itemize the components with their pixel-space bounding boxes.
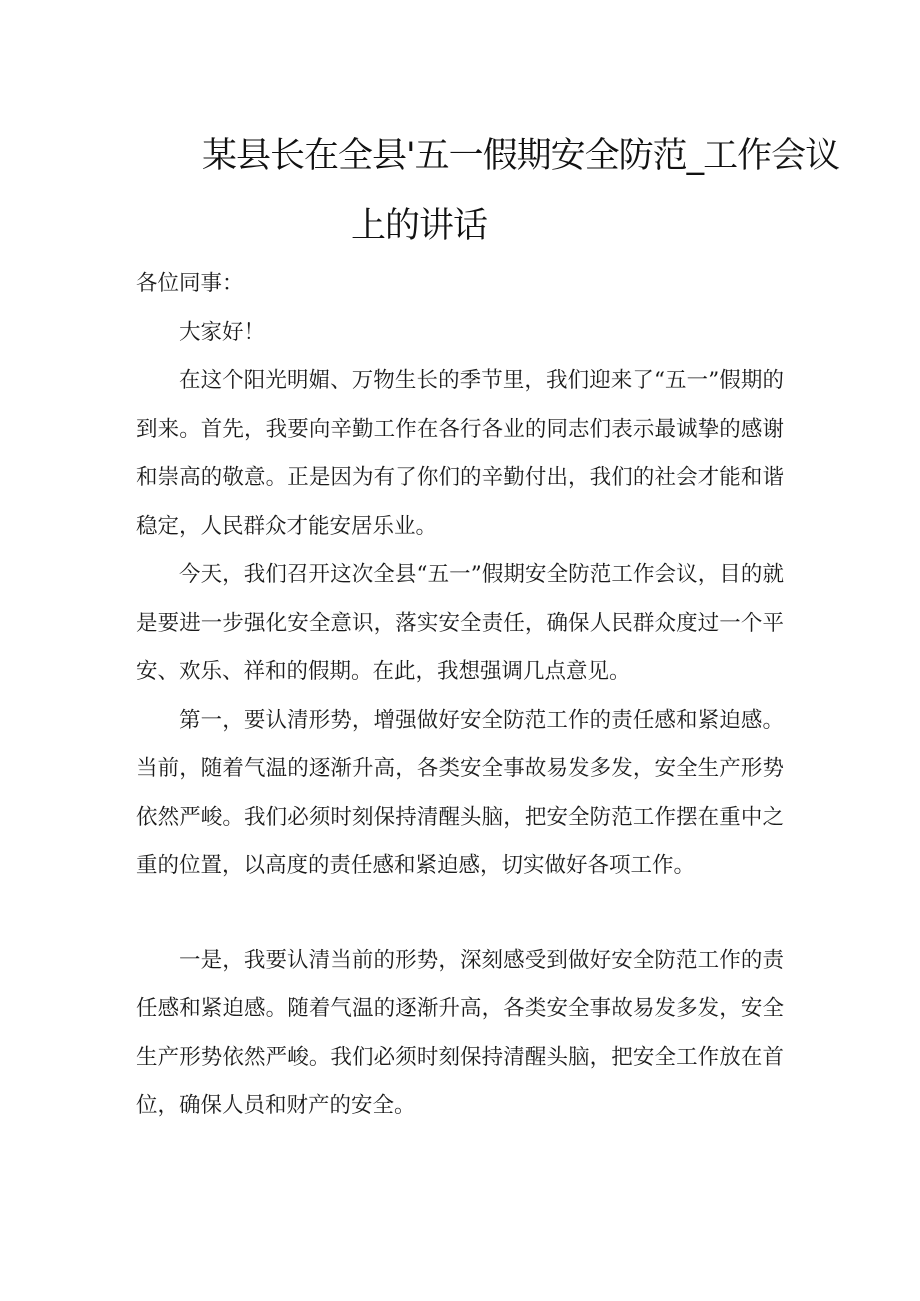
greeting: 大家好！ — [179, 319, 266, 345]
paragraph-intro: 在这个阳光明媚、万物生长的季节里，我们迎来了“五一”假期的到来。首先，我要向辛勤工作在各行各业的同志们表示最诚挚的感谢和崇高的敬意。正是因为有了你们的辛勤付出，我们的社会才能和谐稳定，人民群众才能安居乐业。 — [136, 368, 784, 539]
document-title-line-2: 上的讲话 — [351, 206, 488, 246]
salutation: 各位同事： — [136, 271, 244, 296]
document-body — [136, 260, 784, 1131]
paragraph-point-one: 第一，要认清形势，增强做好安全防范工作的责任感和紧迫感。当前，随着气温的逐渐升高，各类安全事故易发多发，安全生产形势依然严峻。我们必须时刻保持清醒头脑，把安全防范工作摆在重中之重的位置，以高度的责任感和紧迫感，切实做好各项工作。 — [136, 707, 784, 878]
paragraph-first-item: 一是，我要认清当前的形势，深刻感受到做好安全防范工作的责任感和紧迫感。随着气温的逐渐升高，各类安全事故易发多发，安全生产形势依然严峻。我们必须时刻保持清醒头脑，把安全工作放在首位，确保人员和财产的安全。 — [136, 947, 784, 1118]
document-title-line-1: 某县长在全县'五一假期安全防范_工作会议 — [202, 136, 840, 176]
paragraph-spacer — [136, 891, 784, 937]
paragraph-meeting-purpose: 今天，我们召开这次全县“五一”假期安全防范工作会议，目的就是要进一步强化安全意识，落实安全责任，确保人民群众度过一个平安、欢乐、祥和的假期。在此，我想强调几点意见。 — [136, 562, 784, 684]
